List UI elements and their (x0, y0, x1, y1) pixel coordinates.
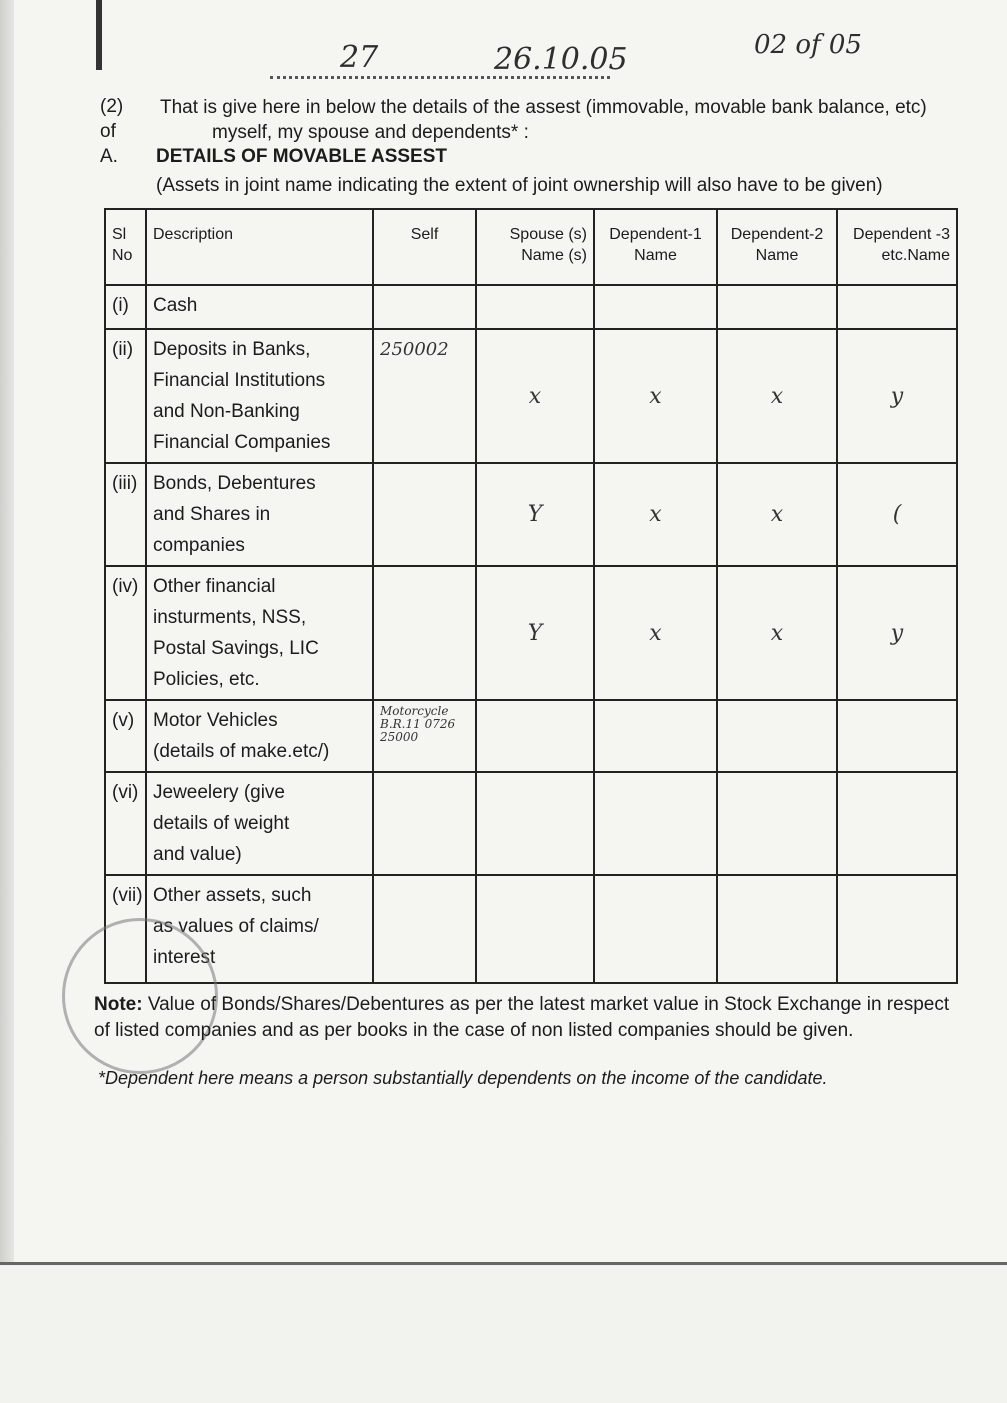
row-sl: (iii) (105, 463, 146, 566)
row-dep1-value (594, 772, 717, 875)
table-row (105, 463, 957, 566)
row-sl: (iv) (105, 566, 146, 700)
handwritten-date: 26.10.05 (494, 42, 628, 77)
table-row (105, 566, 957, 700)
row-dep1-value: x (594, 329, 717, 463)
row-spouse-value: Y (476, 463, 594, 566)
page-left-edge (0, 0, 14, 1400)
row-dep3-value (837, 875, 957, 983)
row-self-value: Motorcycle B.R.11 0726 25000 (373, 700, 476, 772)
handwritten-page-ref: 27 (340, 40, 379, 75)
row-sl: (ii) (105, 329, 146, 463)
header-spouse: Spouse (s) Name (s) (476, 209, 594, 285)
row-spouse-value (476, 285, 594, 329)
row-self-value (373, 463, 476, 566)
row-dep2-value (717, 772, 837, 875)
table-row (105, 772, 957, 875)
note-paragraph (94, 992, 964, 1044)
table-row (105, 700, 957, 772)
header-dependent-2: Dependent-2 Name (717, 209, 837, 285)
scribble-line (270, 70, 610, 79)
row-spouse-value (476, 700, 594, 772)
row-dep2-value (717, 285, 837, 329)
intro-line-2: myself, my spouse and dependents* : (212, 122, 529, 143)
row-sl: (vi) (105, 772, 146, 875)
row-dep2-value (717, 875, 837, 983)
row-dep1-value: x (594, 566, 717, 700)
row-dep3-value (837, 285, 957, 329)
row-description: Deposits in Banks, Financial Institutions and Non-Banking Financial Companies (146, 329, 373, 463)
table-header-row (105, 209, 957, 285)
row-dep3-value (837, 700, 957, 772)
table-row (105, 329, 957, 463)
binding-mark (96, 0, 102, 70)
page-fold (0, 1262, 1007, 1403)
item-of: of (100, 121, 116, 142)
row-description: Motor Vehicles (details of make.etc/) (146, 700, 373, 772)
header-self: Self (373, 209, 476, 285)
row-dep3-value: y (837, 329, 957, 463)
row-dep2-value: x (717, 329, 837, 463)
row-dep2-value: x (717, 566, 837, 700)
header-sl-no: Sl No (105, 209, 146, 285)
item-number: (2) (100, 96, 124, 117)
row-spouse-value (476, 772, 594, 875)
row-self-value: 250002 (373, 329, 476, 463)
row-description: Cash (146, 285, 373, 329)
table-row (105, 285, 957, 329)
row-dep3-value: y (837, 566, 957, 700)
row-self-value (373, 566, 476, 700)
row-spouse-value (476, 875, 594, 983)
table-row (105, 875, 957, 983)
row-dep2-value: x (717, 463, 837, 566)
row-sl: (v) (105, 700, 146, 772)
header-description: Description (146, 209, 373, 285)
section-title: DETAILS OF MOVABLE ASSEST (156, 146, 447, 167)
row-self-value (373, 285, 476, 329)
row-dep1-value (594, 700, 717, 772)
section-letter: A. (100, 146, 118, 167)
row-self-value (373, 875, 476, 983)
row-self-value (373, 772, 476, 875)
row-dep1-value (594, 875, 717, 983)
note-text: Value of Bonds/Shares/Debentures as per the latest market value in Stock Exchange in respect of listed companies and as per books in the case of non listed companies should be given. (94, 994, 950, 1041)
row-description: Other assets, such as values of claims/ interest (146, 875, 373, 983)
row-dep2-value (717, 700, 837, 772)
row-dep3-value (837, 772, 957, 875)
row-description: Other financial insturments, NSS, Postal Savings, LIC Policies, etc. (146, 566, 373, 700)
row-sl: (i) (105, 285, 146, 329)
header-dependent-3: Dependent -3 etc.Name (837, 209, 957, 285)
row-dep1-value (594, 285, 717, 329)
intro-line-1: That is give here in below the details of the assest (immovable, movable bank balance, etc) (160, 97, 927, 118)
movable-assets-table (104, 208, 958, 984)
header-dependent-1: Dependent-1 Name (594, 209, 717, 285)
row-description: Jeweelery (give details of weight and value) (146, 772, 373, 875)
row-spouse-value: Y (476, 566, 594, 700)
row-dep3-value: ( (837, 463, 957, 566)
row-sl: (vii) (105, 875, 146, 983)
section-subtitle: (Assets in joint name indicating the extent of joint ownership will also have to be given) (156, 175, 883, 196)
note-label: Note: (94, 994, 143, 1015)
row-spouse-value: x (476, 329, 594, 463)
dependent-footnote: *Dependent here means a person substantially dependents on the income of the candidate. (98, 1068, 828, 1088)
handwritten-page-count: 02 of 05 (754, 30, 862, 60)
row-dep1-value: x (594, 463, 717, 566)
row-description: Bonds, Debentures and Shares in companies (146, 463, 373, 566)
